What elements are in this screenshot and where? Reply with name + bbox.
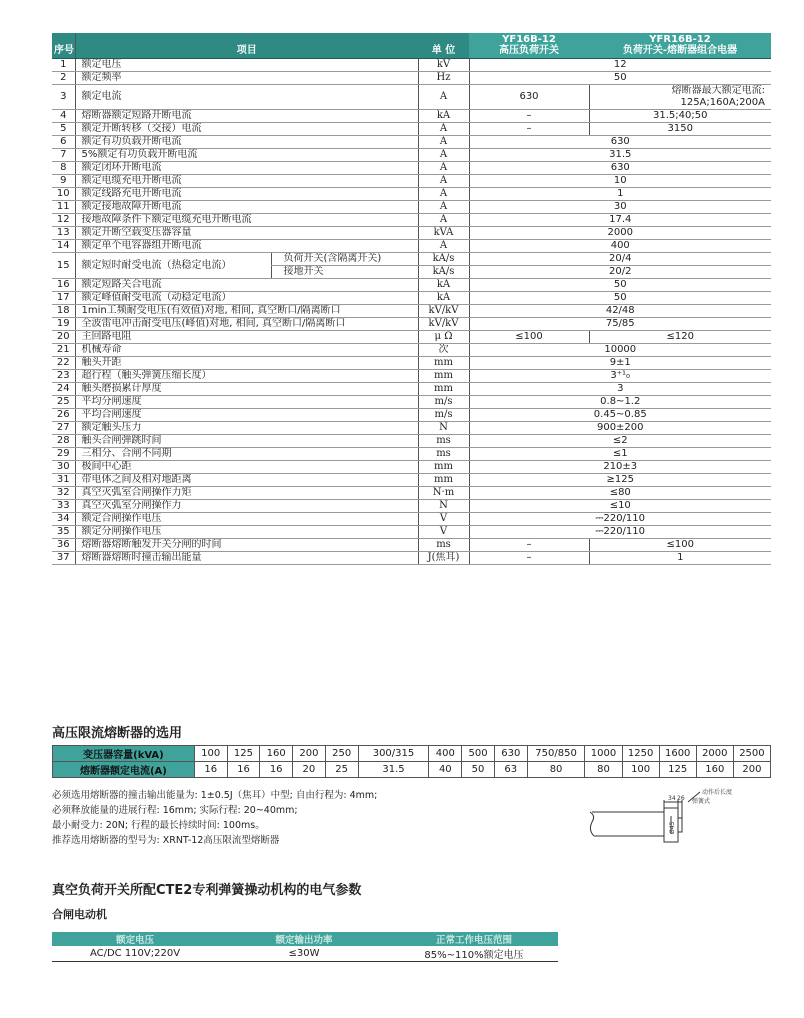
fuse-section-title: 高压限流熔断器的选用 [52, 726, 183, 741]
spec-row [52, 162, 771, 175]
motor-header-row [52, 932, 558, 946]
row-number: 27 [52, 422, 75, 435]
fuse-current-cell: 16 [260, 762, 293, 778]
row-number: 21 [52, 344, 75, 357]
row-value: 17.4 [469, 214, 771, 227]
row-number: 22 [52, 357, 75, 370]
dim-a: 34 [668, 795, 676, 802]
fuse-note: 最小耐受力: 20N; 行程的最长持续时间: 100ms。 [52, 820, 265, 831]
row-number: 16 [52, 279, 75, 292]
row-item: 额定开断转移（交接）电流 [75, 123, 418, 136]
row-number: 35 [52, 526, 75, 539]
row-unit: m/s [418, 396, 469, 409]
spec-row [52, 344, 771, 357]
row-unit: ms [418, 448, 469, 461]
fuse-current-cell: 80 [585, 762, 622, 778]
row-value: 0.45~0.85 [469, 409, 771, 422]
fuse-current-cell: 200 [733, 762, 770, 778]
row-value-model-1: ≤100 [469, 331, 589, 344]
row-value-model-2: 熔断器最大额定电流: 125A;160A;200A [589, 85, 771, 110]
motor-header: 额定电压 [52, 932, 218, 946]
fuse-current-cell: 80 [527, 762, 585, 778]
row-unit: A [418, 123, 469, 136]
row-unit: kA [418, 110, 469, 123]
row-number: 17 [52, 292, 75, 305]
spec-body [52, 59, 771, 565]
row-value-model-1: – [469, 110, 589, 123]
spec-row [52, 292, 771, 305]
row-number: 15 [52, 253, 75, 279]
row-value-model-1: – [469, 123, 589, 136]
row-item: 额定峰值耐受电流（动稳定电流） [75, 292, 418, 305]
motor-subtitle: 合闸电动机 [52, 908, 107, 921]
row-item: 额定合闸操作电压 [75, 513, 418, 526]
spec-row [52, 513, 771, 526]
row-number: 12 [52, 214, 75, 227]
row-item: 额定频率 [75, 72, 418, 85]
header-model-2-name: YFR16B-12 [649, 34, 711, 45]
row-item: 真空灭弧室合闸操作力矩 [75, 487, 418, 500]
motor-value: ≤30W [218, 946, 390, 962]
row-item: 额定电流 [75, 85, 418, 110]
row-item: 平均合闸速度 [75, 409, 418, 422]
row-value: 50 [469, 292, 771, 305]
fuse-table [52, 745, 771, 778]
row-unit: J(焦耳) [418, 552, 469, 565]
spec-row [52, 383, 771, 396]
row-unit: kV/kV [418, 305, 469, 318]
fuse-capacity-cell: 2500 [733, 746, 770, 762]
spec-row [52, 72, 771, 85]
spec-row [52, 59, 771, 72]
spec-row [52, 227, 771, 240]
row-value: ≤1 [469, 448, 771, 461]
row-value: 9±1 [469, 357, 771, 370]
row-item: 熔断器额定短路开断电流 [75, 110, 418, 123]
row-item: 5%额定有功负载开断电流 [75, 149, 418, 162]
spec-table [52, 33, 771, 565]
motor-header: 额定输出功率 [218, 932, 390, 946]
row-value-model-2: 1 [589, 552, 771, 565]
row-number: 7 [52, 149, 75, 162]
row-item: 真空灭弧室分闸操作力 [75, 500, 418, 513]
row-unit: A [418, 214, 469, 227]
row-item: 额定触头压力 [75, 422, 418, 435]
row-unit: mm [418, 357, 469, 370]
motor-value: 85%~110%额定电压 [390, 946, 558, 962]
row-item: 全波雷电冲击耐受电压(峰值)对地, 相间, 真空断口/隔离断口 [75, 318, 418, 331]
spec-row [52, 318, 771, 331]
row-unit: A [418, 188, 469, 201]
row-item: 机械寿命 [75, 344, 418, 357]
row-item: 触头开距 [75, 357, 418, 370]
spec-row [52, 409, 771, 422]
fuse-capacity-cell: 200 [293, 746, 326, 762]
spec-row [52, 370, 771, 383]
fuse-capacity-cell: 1600 [659, 746, 696, 762]
fuse-capacity-cell: 1000 [585, 746, 622, 762]
row-item: 主回路电阻 [75, 331, 418, 344]
fuse-current-cell: 63 [494, 762, 527, 778]
row-number: 23 [52, 370, 75, 383]
row-value: 31.5 [469, 149, 771, 162]
fuse-capacity-cell: 100 [194, 746, 227, 762]
row-value: 400 [469, 240, 771, 253]
row-unit: 次 [418, 344, 469, 357]
row-item: 额定有功负载开断电流 [75, 136, 418, 149]
row-number: 3 [52, 85, 75, 110]
row-number: 10 [52, 188, 75, 201]
row-number: 31 [52, 474, 75, 487]
dim-dia: Ø45 [669, 821, 676, 834]
row-item: 熔断器熔断触发开关分闸的时间 [75, 539, 418, 552]
row-value: ≥125 [469, 474, 771, 487]
row-value: 10 [469, 175, 771, 188]
row-unit: A [418, 136, 469, 149]
row-number: 1 [52, 59, 75, 72]
fuse-row-capacity-label: 变压器容量(kVA) [53, 746, 195, 762]
row-item: 触头磨损累计厚度 [75, 383, 418, 396]
spec-row [52, 149, 771, 162]
header-model-2 [589, 33, 771, 59]
row-value-model-1: – [469, 539, 589, 552]
row-number: 8 [52, 162, 75, 175]
fuse-capacity-cell: 300/315 [358, 746, 429, 762]
row-value: 630 [469, 162, 771, 175]
spec-row [52, 487, 771, 500]
row-item: 触头合闸弹跳时间 [75, 435, 418, 448]
row-number: 26 [52, 409, 75, 422]
row-unit: kVA [418, 227, 469, 240]
row-unit: ms [418, 539, 469, 552]
fuse-capacity-cell: 500 [462, 746, 495, 762]
row-unit: m/s [418, 409, 469, 422]
motor-value: AC/DC 110V;220V [52, 946, 218, 962]
row-value: 20/4 [469, 253, 771, 266]
header-model-2-desc: 负荷开关-熔断器组合电器 [622, 45, 738, 56]
row-item: 额定短时耐受电流（热稳定电流） [75, 253, 271, 279]
row-number: 30 [52, 461, 75, 474]
spec-row [52, 526, 771, 539]
row-value: 10000 [469, 344, 771, 357]
row-item: 额定短路关合电流 [75, 279, 418, 292]
row-unit: kA/s [418, 266, 469, 279]
row-unit: kA [418, 292, 469, 305]
row-value: ≤10 [469, 500, 771, 513]
row-value-model-1: – [469, 552, 589, 565]
row-item: 极间中心距 [75, 461, 418, 474]
row-value-model-2: 3150 [589, 123, 771, 136]
row-unit: N [418, 500, 469, 513]
row-number: 24 [52, 383, 75, 396]
row-value: ⎓220/110 [469, 513, 771, 526]
spec-row [52, 110, 771, 123]
row-number: 5 [52, 123, 75, 136]
spec-row [52, 474, 771, 487]
row-unit: ms [418, 435, 469, 448]
motor-value-row [52, 946, 558, 962]
row-number: 28 [52, 435, 75, 448]
row-item: 超行程（触头弹簧压缩长度） [75, 370, 418, 383]
row-number: 19 [52, 318, 75, 331]
break-line [590, 812, 594, 836]
row-number: 2 [52, 72, 75, 85]
row-value: 42/48 [469, 305, 771, 318]
fuse-capacity-cell: 250 [325, 746, 358, 762]
row-value-model-1: 630 [469, 85, 589, 110]
fuse-capacity-cell: 2000 [696, 746, 733, 762]
row-item: 额定线路充电开断电流 [75, 188, 418, 201]
row-number: 37 [52, 552, 75, 565]
row-number: 25 [52, 396, 75, 409]
spec-header-row [52, 33, 771, 59]
fuse-row-current-label: 熔断器额定电流(A) [53, 762, 195, 778]
row-unit: mm [418, 461, 469, 474]
row-unit: V [418, 513, 469, 526]
fuse-capacity-cell: 125 [227, 746, 260, 762]
row-unit: μ Ω [418, 331, 469, 344]
row-value: 3⁺¹₀ [469, 370, 771, 383]
row-unit: A [418, 85, 469, 110]
motor-header: 正常工作电压范围 [390, 932, 558, 946]
spec-row [52, 253, 771, 266]
row-number: 32 [52, 487, 75, 500]
row-item: 三相分、合闸不同期 [75, 448, 418, 461]
spec-row [52, 136, 771, 149]
row-item: 额定单个电容器组开断电流 [75, 240, 418, 253]
row-unit: A [418, 240, 469, 253]
fuse-capacity-cell: 400 [429, 746, 462, 762]
spec-row [52, 188, 771, 201]
row-value: ⎓220/110 [469, 526, 771, 539]
row-number: 20 [52, 331, 75, 344]
spec-row [52, 396, 771, 409]
row-number: 4 [52, 110, 75, 123]
spec-row [52, 435, 771, 448]
fuse-current-cell: 25 [325, 762, 358, 778]
row-value: 75/85 [469, 318, 771, 331]
row-value: 30 [469, 201, 771, 214]
row-item: 1min工频耐受电压(有效值)对地, 相间, 真空断口/隔离断口 [75, 305, 418, 318]
row-item: 额定电压 [75, 59, 418, 72]
spec-row [52, 331, 771, 344]
row-number: 14 [52, 240, 75, 253]
fuse-current-cell: 100 [622, 762, 659, 778]
header-unit: 单 位 [418, 33, 469, 59]
row-number: 36 [52, 539, 75, 552]
spec-row [52, 305, 771, 318]
fuse-current-cell: 40 [429, 762, 462, 778]
row-number: 6 [52, 136, 75, 149]
row-value-model-2: 31.5;40;50 [589, 110, 771, 123]
row-item: 接地故障条件下额定电缆充电开断电流 [75, 214, 418, 227]
row-number: 11 [52, 201, 75, 214]
spec-row [52, 539, 771, 552]
row-value: 900±200 [469, 422, 771, 435]
row-unit: A [418, 201, 469, 214]
row-number: 9 [52, 175, 75, 188]
spec-row [52, 214, 771, 227]
row-number: 18 [52, 305, 75, 318]
row-item: 带电体之间及相对地距离 [75, 474, 418, 487]
header-no: 序号 [52, 33, 75, 59]
fuse-striker-drawing [588, 788, 778, 850]
row-unit: kA [418, 279, 469, 292]
row-unit: N·m [418, 487, 469, 500]
fuse-note: 必须释放能量的进展行程: 16mm; 实际行程: 20~40mm; [52, 805, 298, 816]
row-unit: mm [418, 383, 469, 396]
row-value: 3 [469, 383, 771, 396]
row-number: 29 [52, 448, 75, 461]
row-value: 2000 [469, 227, 771, 240]
fuse-current-cell: 16 [227, 762, 260, 778]
row-number: 13 [52, 227, 75, 240]
dim-b: 26 [677, 795, 685, 802]
motor-table [52, 932, 558, 962]
row-value-model-2: ≤120 [589, 331, 771, 344]
fuse-current-cell: 16 [194, 762, 227, 778]
row-item: 额定接地故障开断电流 [75, 201, 418, 214]
fuse-notes [52, 788, 377, 848]
header-model-1-name: YF16B-12 [502, 34, 556, 45]
row-number: 34 [52, 513, 75, 526]
row-subitem: 接地开关 [271, 266, 418, 279]
fuse-current-cell: 20 [293, 762, 326, 778]
fuse-capacity-cell: 1250 [622, 746, 659, 762]
fuse-current-cell: 31.5 [358, 762, 429, 778]
fuse-row-capacity [53, 746, 771, 762]
row-value: 50 [469, 72, 771, 85]
row-item: 额定电缆充电开断电流 [75, 175, 418, 188]
row-value: ≤2 [469, 435, 771, 448]
fuse-current-cell: 160 [696, 762, 733, 778]
row-item: 额定分闸操作电压 [75, 526, 418, 539]
row-item: 熔断器熔断时撞击输出能量 [75, 552, 418, 565]
spec-row [52, 422, 771, 435]
fuse-current-cell: 125 [659, 762, 696, 778]
row-value: ≤80 [469, 487, 771, 500]
spec-row [52, 461, 771, 474]
row-item: 额定闭环开断电流 [75, 162, 418, 175]
header-item: 项目 [75, 33, 418, 59]
row-value: 20/2 [469, 266, 771, 279]
row-unit: kV/kV [418, 318, 469, 331]
spec-row [52, 552, 771, 565]
label-top: 动作后长度 [702, 789, 733, 796]
row-value-model-2: ≤100 [589, 539, 771, 552]
fuse-capacity-cell: 750/850 [527, 746, 585, 762]
fuse-note: 必须选用熔断器的撞击输出能量为: 1±0.5J（焦耳）中型; 自由行程为: 4mm; [52, 790, 378, 801]
fuse-capacity-cell: 630 [494, 746, 527, 762]
spec-row [52, 448, 771, 461]
row-unit: mm [418, 370, 469, 383]
header-model-1 [469, 33, 589, 59]
fuse-note: 推荐选用熔断器的型号为: XRNT-12高压限流型熔断器 [52, 835, 280, 846]
row-unit: Hz [418, 72, 469, 85]
row-unit: A [418, 149, 469, 162]
row-unit: A [418, 175, 469, 188]
header-model-1-desc: 高压负荷开关 [499, 45, 559, 56]
fuse-row-current [53, 762, 771, 778]
row-value: 210±3 [469, 461, 771, 474]
spec-row [52, 357, 771, 370]
row-value: 1 [469, 188, 771, 201]
row-item: 平均分闸速度 [75, 396, 418, 409]
row-unit: mm [418, 474, 469, 487]
spec-row [52, 85, 771, 110]
label-type: 弹簧式 [692, 798, 711, 805]
row-unit: kA/s [418, 253, 469, 266]
row-value: 0.8~1.2 [469, 396, 771, 409]
row-unit: N [418, 422, 469, 435]
row-subitem: 负荷开关(含隔离开关) [271, 253, 418, 266]
row-number: 33 [52, 500, 75, 513]
row-unit: V [418, 526, 469, 539]
spec-row [52, 201, 771, 214]
row-unit: A [418, 162, 469, 175]
fuse-current-cell: 50 [462, 762, 495, 778]
row-item: 额定开断空载变压器容量 [75, 227, 418, 240]
row-unit: kV [418, 59, 469, 72]
row-value: 50 [469, 279, 771, 292]
spec-row [52, 279, 771, 292]
row-value: 630 [469, 136, 771, 149]
fuse-capacity-cell: 160 [260, 746, 293, 762]
spec-row [52, 500, 771, 513]
row-value: 12 [469, 59, 771, 72]
spec-row [52, 240, 771, 253]
motor-section-title: 真空负荷开关所配CTE2专利弹簧操动机构的电气参数 [52, 883, 362, 898]
spec-row [52, 175, 771, 188]
spec-row [52, 123, 771, 136]
